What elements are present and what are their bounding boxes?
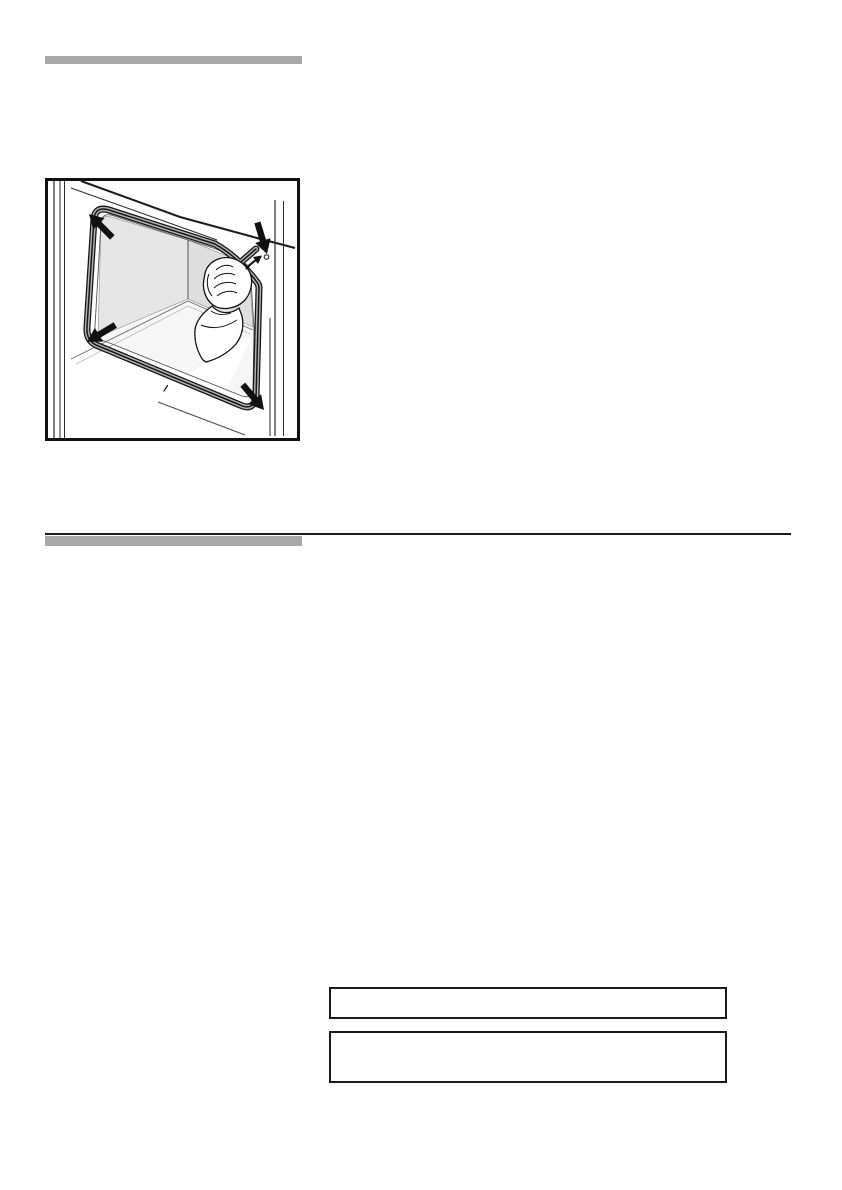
section-heading-bar-middle (45, 536, 302, 546)
section-divider-line (45, 533, 791, 535)
figure-oven-seal-removal (45, 178, 300, 441)
fastening-pin (264, 255, 269, 260)
section-heading-bar-top (45, 56, 302, 64)
note-box-2 (329, 1031, 727, 1083)
note-box-1 (329, 987, 727, 1019)
oven-seal-illustration (45, 178, 300, 441)
